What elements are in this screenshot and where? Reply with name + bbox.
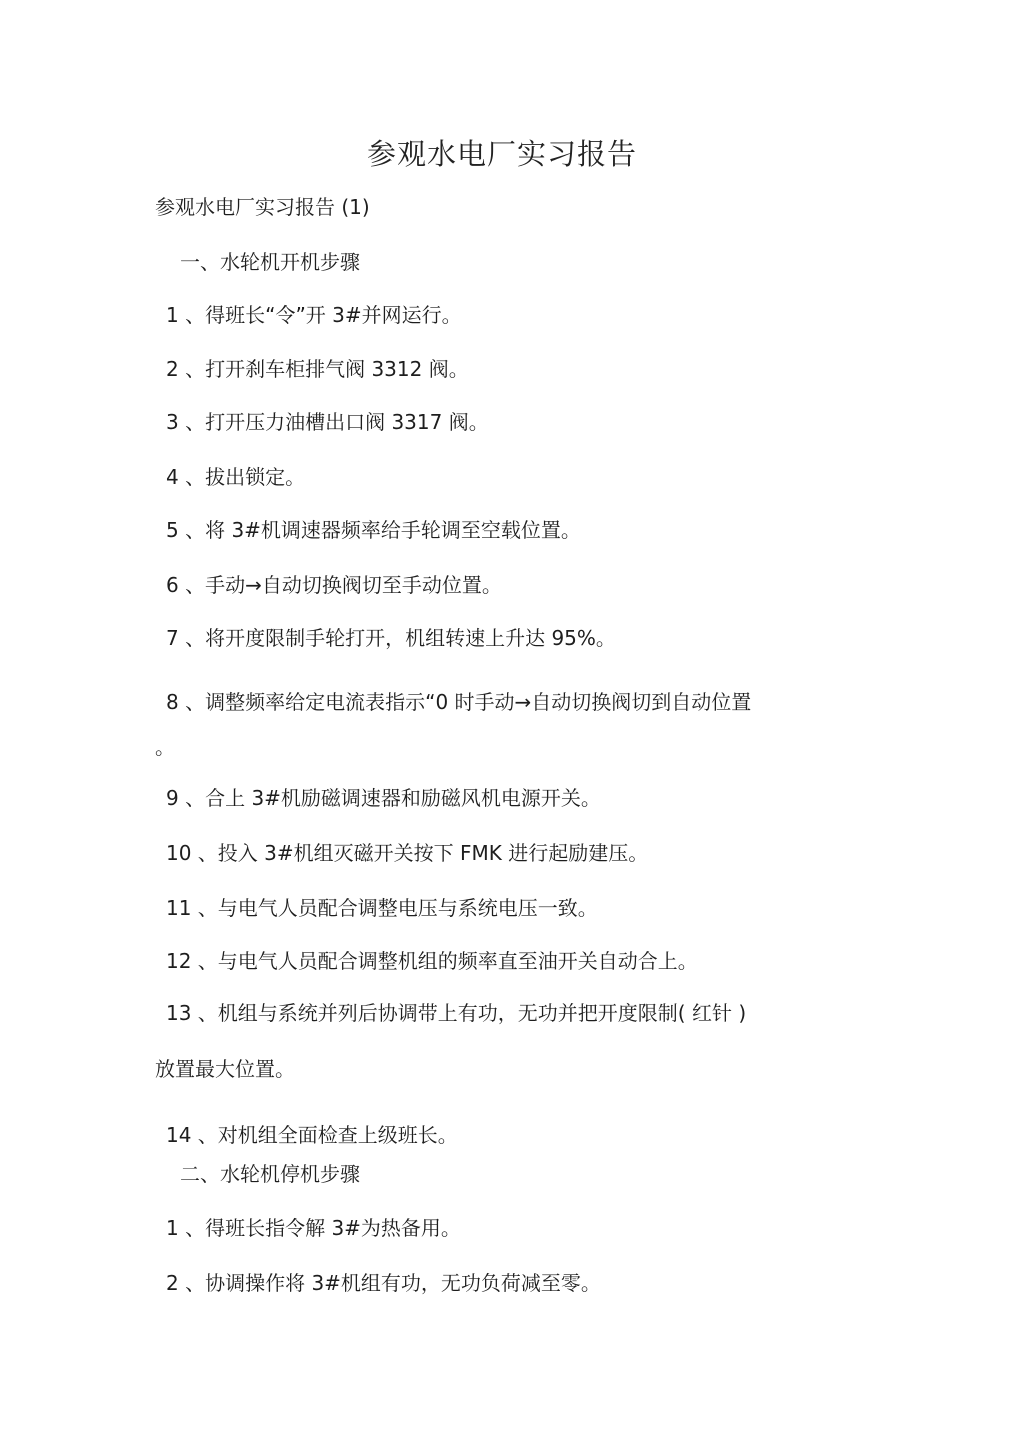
startup-step-3: 3 、打开压力油槽出口阀 3317 阀。 (166, 410, 489, 434)
startup-step-12: 12 、与电气人员配合调整机组的频率直至油开关自动合上。 (166, 949, 698, 973)
shutdown-step-1: 1 、得班长指令解 3#为热备用。 (166, 1216, 461, 1240)
startup-step-8: 8 、调整频率给定电流表指示“0 时手动→自动切换阀切到自动位置 (166, 690, 752, 714)
startup-step-13-continuation: 放置最大位置。 (155, 1057, 295, 1081)
startup-step-11: 11 、与电气人员配合调整电压与系统电压一致。 (166, 896, 598, 920)
startup-step-14: 14 、对机组全面检查上级班长。 (166, 1123, 458, 1147)
startup-step-6: 6 、手动→自动切换阀切至手动位置。 (166, 573, 502, 597)
startup-step-9: 9 、合上 3#机励磁调速器和励磁风机电源开关。 (166, 786, 601, 810)
startup-step-5: 5 、将 3#机调速器频率给手轮调至空载位置。 (166, 518, 581, 542)
startup-step-2: 2 、打开刹车柜排气阀 3312 阀。 (166, 357, 469, 381)
startup-step-7: 7 、将开度限制手轮打开，机组转速上升达 95%。 (166, 626, 616, 650)
section-heading-shutdown: 二、水轮机停机步骤 (180, 1162, 360, 1186)
startup-step-13: 13 、机组与系统并列后协调带上有功，无功并把开度限制( 红针 ) (166, 1001, 747, 1025)
shutdown-step-2: 2 、协调操作将 3#机组有功，无功负荷减至零。 (166, 1271, 601, 1295)
document-subtitle: 参观水电厂实习报告 (1) (155, 195, 370, 219)
document-title: 参观水电厂实习报告 (366, 137, 637, 171)
startup-step-1: 1 、得班长“令”开 3#并网运行。 (166, 303, 462, 327)
startup-step-8-continuation: 。 (155, 735, 175, 759)
startup-step-10: 10 、投入 3#机组灭磁开关按下 FMK 进行起励建压。 (166, 841, 649, 865)
startup-step-4: 4 、拔出锁定。 (166, 465, 306, 489)
section-heading-startup: 一、水轮机开机步骤 (180, 250, 360, 274)
